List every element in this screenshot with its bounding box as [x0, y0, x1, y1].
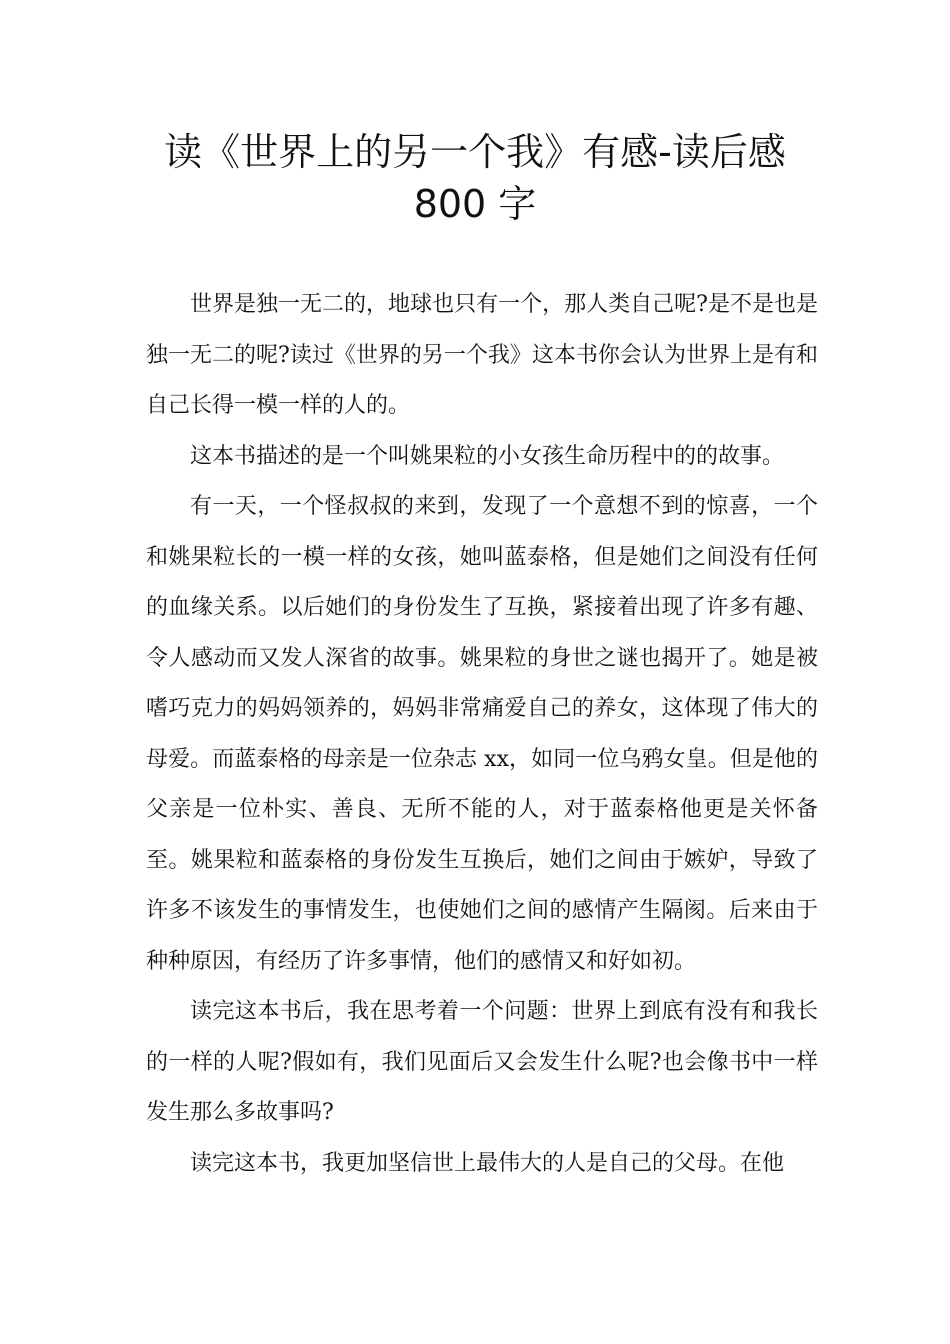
document-title — [120, 126, 830, 230]
paragraph: 读完这本书，我更加坚信世上最伟大的人是自己的父母。在他 — [190, 1150, 785, 1176]
document-body — [146, 280, 818, 1189]
paragraph: 读完这本书后，我在思考着一个问题：世界上到底有没有和我长的一样的人呢?假如有，我们见面后又会发生什么呢?也会像书中一样发生那么多故事吗? — [146, 999, 818, 1125]
paragraph: 有一天，一个怪叔叔的来到，发现了一个意想不到的惊喜，一个和姚果粒长的一模一样的女孩，她叫蓝泰格，但是她们之间没有任何的血缘关系。以后她们的身份发生了互换，紧接着出现了许多有趣、令人感动而又发人深省的故事。姚果粒的身世之谜也揭开了。她是被嗜巧克力的妈妈领养的，妈妈非常痛爱自己的养女，这体现了伟大的母爱。而蓝泰格的母亲是一位杂志 xx，如同一位乌鸦女皇。但是他的父亲是一位朴实、善良、无所不能的人，对于蓝泰格他更是关怀备至。姚果粒和蓝泰格的身份发生互换后，她们之间由于嫉妒，导致了许多不该发生的事情发生，也使她们之间的感情产生隔阂。后来由于种种原因，有经历了许多事情，他们的感情又和好如初。 — [146, 494, 818, 974]
title-line-1: 读《世界上的另一个我》有感-读后感 — [164, 130, 786, 174]
paragraph: 这本书描述的是一个叫姚果粒的小女孩生命历程中的的故事。 — [190, 443, 785, 469]
title-line-2: 800 字 — [413, 182, 537, 226]
paragraph: 世界是独一无二的，地球也只有一个，那人类自己呢?是不是也是独一无二的呢?读过《世界的另一个我》这本书你会认为世界上是有和自己长得一模一样的人的。 — [146, 292, 818, 418]
